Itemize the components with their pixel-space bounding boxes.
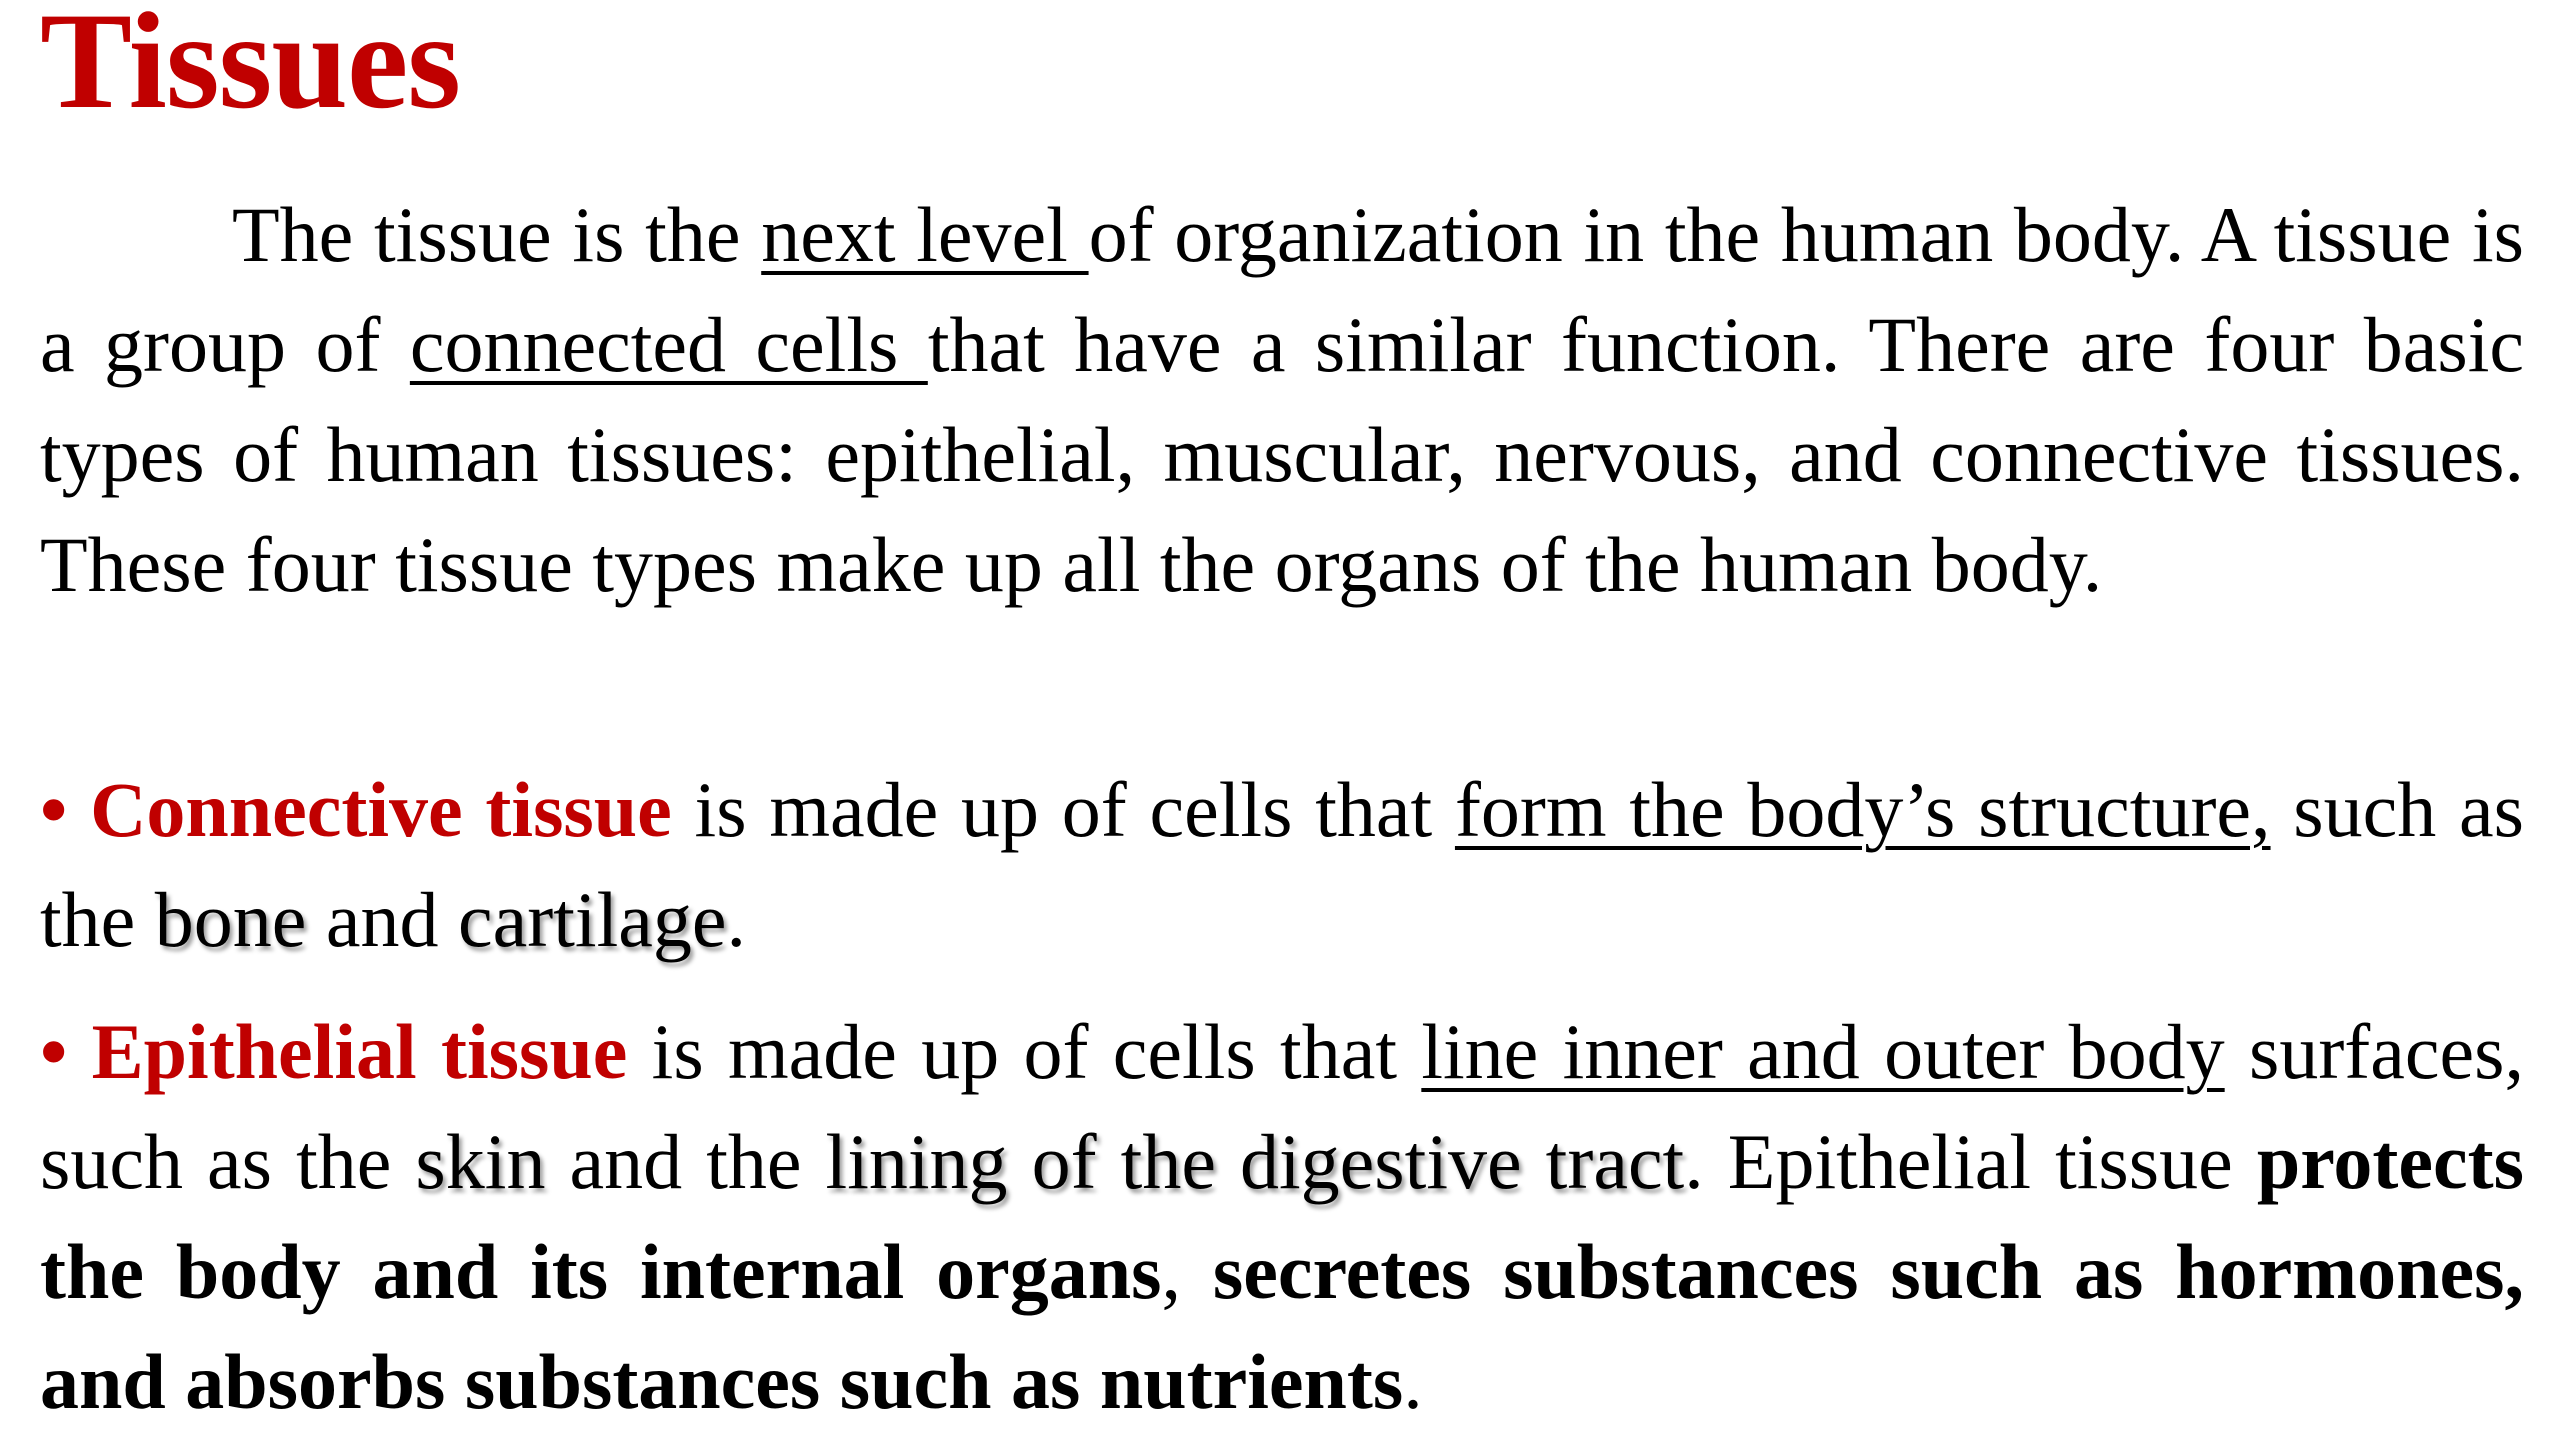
underlined-next-level: next level [761,191,1089,278]
intro-text-2: of organization in the human body. A tissue is a group of [40,191,2524,388]
connective-text-4: . [726,876,747,963]
connective-text-3: and [306,876,459,963]
term-epithelial-tissue: Epithelial tissue [91,1008,628,1095]
slide-title: Tissues [40,0,461,137]
shadow-word-bone: bone [154,876,307,963]
intro-text-1: The tissue is the [232,191,762,278]
epithelial-text-1: is made up of cells that [627,1008,1422,1095]
epithelial-text-2: surfaces, such as the [40,1008,2524,1205]
epithelial-text-4: . Epithelial tissue [1684,1118,2257,1205]
shadow-digestive-tract: lining of the digestive tract [825,1118,1685,1205]
underlined-body-structure: form the body’s structure, [1454,766,2271,853]
intro-paragraph [40,180,2524,620]
shadow-word-cartilage: cartilage [458,876,727,963]
epithelial-text-3: and the [545,1118,826,1205]
shadow-word-skin: skin [415,1118,546,1205]
bullet-marker: • [40,1008,68,1095]
connective-text-1: is made up of cells that [671,766,1455,853]
underlined-line-body: line inner and outer body [1421,1008,2225,1095]
epithelial-text-6: . [1403,1338,1423,1425]
epithelial-text-5: , [1161,1228,1213,1315]
connective-text-2: such as the [40,766,2525,963]
bold-secretes-absorbs: secretes substances such as hormones, and absorbs substances such as nutrients [40,1228,2525,1425]
bullet-epithelial-tissue [40,997,2524,1437]
bold-protects-body: protects the body and its internal organs [40,1118,2524,1315]
bullet-connective-tissue [40,755,2524,975]
bullet-marker: • [40,766,68,853]
intro-text-3: that have a similar function. There are four basic types of human tissues: epithelial, muscular, nervous, and connective tissues. These four tissue types make up all the organs of the human body. [40,301,2524,608]
term-connective-tissue: Connective tissue [90,766,672,853]
underlined-connected-cells: connected cells [409,301,928,388]
